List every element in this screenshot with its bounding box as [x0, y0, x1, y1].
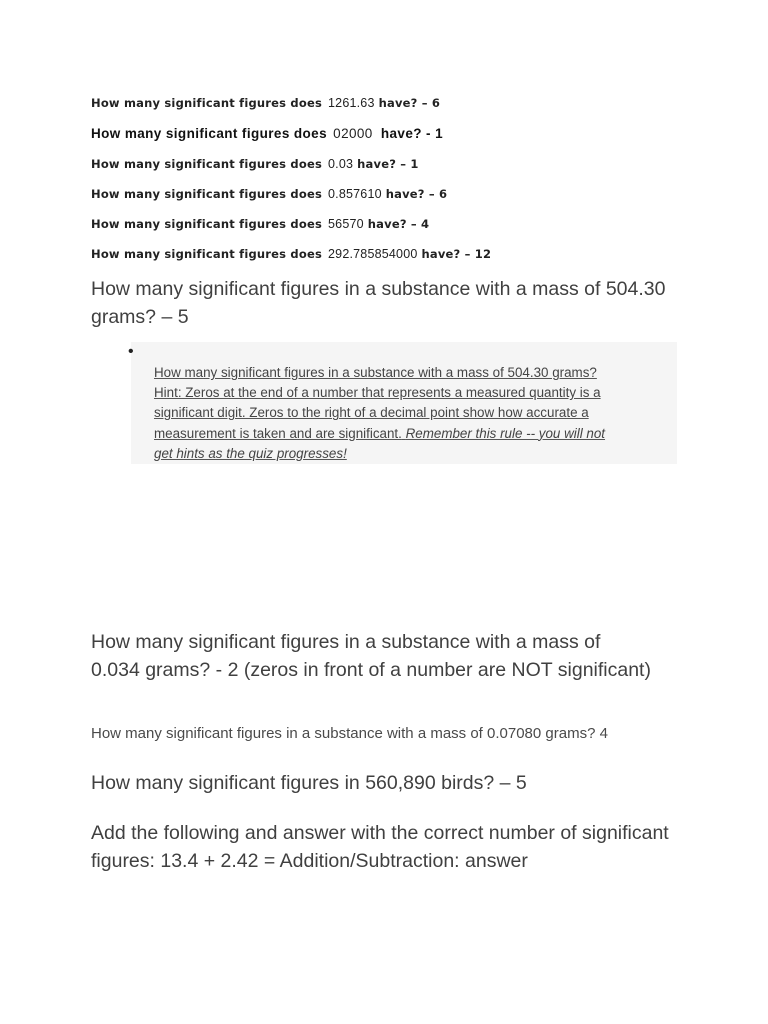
question-prefix: How many significant figures does — [91, 157, 323, 171]
question-answer: have? - 1 — [380, 126, 443, 141]
question-addition: Add the following and answer with the correct number of significant figures: 13.4 + 2.42 = Addition/Subtraction: answer — [91, 822, 669, 872]
question-number: 292.785854000 — [328, 247, 418, 261]
question-line-2 — [91, 126, 443, 141]
question-number: 0.857610 — [328, 187, 382, 201]
question-number: 0.03 — [328, 157, 354, 171]
question-mass-007080: How many significant figures in a substance with a mass of 0.07080 grams? 4 — [91, 725, 608, 742]
hint-italic: Remember this rule -- you will not — [405, 425, 606, 441]
question-answer: have? – 4 — [367, 217, 430, 231]
question-line-6 — [91, 247, 491, 261]
hint-plain: measurement is taken and are significant. — [154, 425, 402, 441]
question-prefix: How many significant figures does — [91, 96, 323, 110]
hint-line: How many significant figures in a substance with a mass of 504.30 grams? — [154, 365, 597, 380]
question-mass-0034: How many significant figures in a substance with a mass of 0.034 grams? - 2 (zeros in front of a number are NOT significant) — [91, 631, 651, 681]
hint-italic: get hints as the quiz progresses! — [154, 445, 347, 461]
question-prefix: How many significant figures does — [91, 126, 327, 141]
question-prefix: How many significant figures does — [91, 247, 323, 261]
hint-line — [154, 444, 674, 464]
question-answer: have? – 6 — [378, 96, 441, 110]
question-answer: have? – 6 — [385, 187, 448, 201]
question-number: 02000 — [333, 126, 373, 141]
question-line-1 — [91, 96, 440, 110]
question-prefix: How many significant figures does — [91, 187, 323, 201]
question-answer: have? – 12 — [421, 247, 492, 261]
hint-text — [154, 363, 674, 464]
question-number: 56570 — [328, 217, 364, 231]
question-number: 1261.63 — [328, 96, 375, 110]
question-mass-504: How many significant figures in a substance with a mass of 504.30 grams? – 5 — [91, 278, 666, 328]
hint-line — [154, 424, 674, 444]
question-birds: How many significant figures in 560,890 birds? – 5 — [91, 772, 527, 794]
question-line-5 — [91, 217, 429, 231]
hint-line: significant digit. Zeros to the right of a decimal point show how accurate a — [154, 405, 589, 421]
bullet-icon: • — [128, 343, 134, 360]
question-answer: have? – 1 — [357, 157, 419, 171]
hint-line: Hint: Zeros at the end of a number that represents a measured quantity is a — [154, 385, 601, 401]
question-line-4 — [91, 187, 447, 201]
question-line-3 — [91, 157, 419, 171]
question-prefix: How many significant figures does — [91, 217, 323, 231]
